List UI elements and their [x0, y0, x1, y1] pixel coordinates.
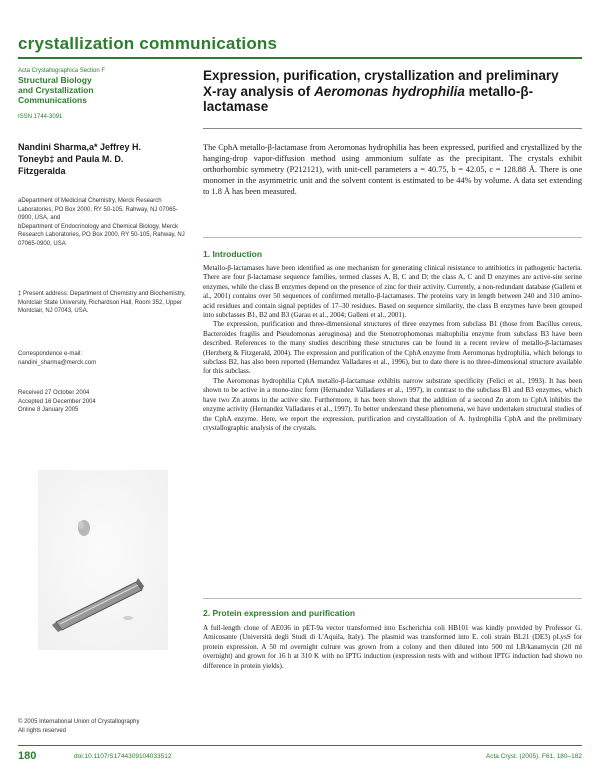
- title-species: Aeromonas hydrophilia: [314, 83, 465, 99]
- page-number: 180: [18, 750, 37, 762]
- section-heading-protein-expression: 2. Protein expression and purification: [203, 608, 356, 618]
- protein-expression-body: [203, 624, 582, 671]
- correspondence-email[interactable]: nandini_sharma@merck.com: [18, 359, 97, 366]
- journal-section-title: [18, 75, 186, 105]
- section-rule: [203, 598, 582, 599]
- accepted-date: Accepted 16 December 2004: [18, 398, 96, 405]
- copyright: [18, 718, 186, 735]
- title-text: Expression, purification, crystallization and preliminary X-ray analysis of: [203, 68, 559, 99]
- issn: ISSN 1744-3091: [18, 114, 63, 120]
- section-title-line: Structural Biology: [18, 75, 92, 85]
- article-dates: [18, 389, 186, 415]
- footer-rule: [18, 745, 582, 746]
- journal-sidebar: [18, 68, 186, 120]
- online-date: Online 8 January 2005: [18, 407, 79, 413]
- article-title: [203, 68, 563, 115]
- intro-paragraph: Metallo-β-lactamases have been identified as one mechanism for generating clinical resistance to antibiotics in pathogenic bacteria. There are four β-lactamase sequence families, termed classes A, B, C and D; the class A, C and D enzymes are active-site serine enzymes, while the class B enzymes depend on the presence of zinc for their activity. Currently, a non-redundant database (Galleni et al., 2001) contains over 50 sequences of confirmed metallo-β-lactamases. The proteins vary in length between 240 and 310 amino-acid residues and contain signal peptides of 17–30 residues. Based on sequence similarity, the class B enzymes have been grouped into subclasses B1, B2 and B3 (Garau et al., 2004; Galleni et al., 2001).: [203, 264, 582, 320]
- intro-paragraph: The expression, purification and three-dimensional structures of three enzymes from subclass B1 (those from Bacillus cereus, Bacteroides fragilis and Pseudomonas aeruginosa) and the Stenotrophomonas maltophilia enzyme from subclass B3 have been described. References to the many studies describing these structures can be found in a recent review of metallo-β-lactamases (Herzberg & Fitzgerald, 2004). The expression and purification of the CphA enzyme from Aeromonas hydrophilia, which belongs to subclass B2, has also been reported (Hernandez Valladares et al., 1996), but to date there is no three-dimensional structure available for this subclass.: [203, 320, 582, 376]
- journal-section-header: crystallization communications: [18, 34, 278, 53]
- header-rule: [18, 57, 582, 59]
- section-heading-introduction: 1. Introduction: [203, 249, 263, 259]
- author-line: Nandini Sharma,a* Jeffrey H.: [18, 142, 142, 152]
- correspondence: [18, 350, 186, 367]
- abstract: The CphA metallo-β-lactamase from Aeromonas hydrophilia has been expressed, purified and crystallized by the hanging-drop vapor-diffusion method using ammonium sulfate as the precipitant. The crystals exhibit orthorhombic symmetry (P212121), with unit-cell parameters a = 40.75, b = 42.05, c = 128.88 Å. There is one monomer in the asymmetric unit and the solvent content is estimated to be 44% by volume. A data set extending to 1.8 Å has been measured.: [203, 143, 582, 196]
- abstract-rule: [203, 237, 582, 238]
- received-date: Received 27 October 2004: [18, 390, 90, 396]
- affiliations: [18, 197, 186, 248]
- journal-section-label: Acta Crystallographica Section F: [18, 68, 106, 74]
- doi[interactable]: doi:10.1107/S1744309104033512: [74, 753, 172, 760]
- protein-paragraph: A full-length clone of AE036 in pET-9a vector transformed into Escherichia coli HB101 was kindly provided by Professor G. Amicosante (Università degli Studi di L'Aquila, Italy). The plasmid was transformed into E. coli strain BL21 (DE3) pLysS for protein expression. A 50 ml overnight culture was grown from a colony and then diluted into 500 ml LB/kanamycin (20 ml overnight) and grown for 16 h at 310 K with no IPTG induction (expression tests with and without IPTG induction had shown no difference in protein yields).: [203, 624, 582, 670]
- author-line: Fitzgeralda: [18, 166, 66, 176]
- section-title-line: Communications: [18, 95, 87, 105]
- present-address: ‡ Present address: Department of Chemistry and Biochemistry, Montclair State University, Richardson Hall, Room 352, Upper Montclair, NJ 07043, USA.: [18, 291, 186, 314]
- title-text-end: metallo-β-lactamase: [203, 83, 534, 114]
- intro-paragraph: The Aeromonas hydrophilia CphA metallo-β-lactamase exhibits narrow substrate specificity (Felici et al., 1993). It has been shown to be active in a mono-zinc form (Hernandez Valladares et al., 1997), in contrast to the subclass B1 and B3 enzymes, which have two Zn atoms in the active site. Furthermore, it has been shown that the addition of a second Zn atom to CphA inhibits the enzyme activity (Hernandez Valladares et al., 1997). To better understand these phenomena, we have undertaken structural studies of the CphA enzyme. Here, we report the expression, purification and crystallization of A. hydrophilia CphA and the preliminary crystallographic analysis of the crystals.: [203, 376, 582, 432]
- title-rule: [203, 128, 582, 129]
- correspondence-label: Correspondence e-mail:: [18, 351, 83, 357]
- author-line: Toneyb‡ and Paula M. D.: [18, 154, 124, 164]
- copyright-line: All rights reserved: [18, 727, 67, 734]
- affiliation-b: bDepartment of Endocrinology and Chemical Biology, Merck Research Laboratories, PO Box 2000, RY 50-105, Rahway, NJ 07065-0900, USA: [18, 223, 185, 247]
- introduction-body: [203, 264, 582, 433]
- journal-citation: Acta Cryst. (2005). F61, 180–182: [485, 753, 582, 760]
- copyright-line: © 2005 International Union of Crystallography: [18, 719, 140, 725]
- section-title-line: and Crystallization: [18, 85, 94, 95]
- author-list: [18, 141, 186, 177]
- affiliation-a: aDepartment of Medicinal Chemistry, Merck Research Laboratories, PO Box 2000, RY 50-105, Rahway, NJ 07065-0900, USA, and: [18, 198, 178, 221]
- crystal-photo: [38, 470, 168, 650]
